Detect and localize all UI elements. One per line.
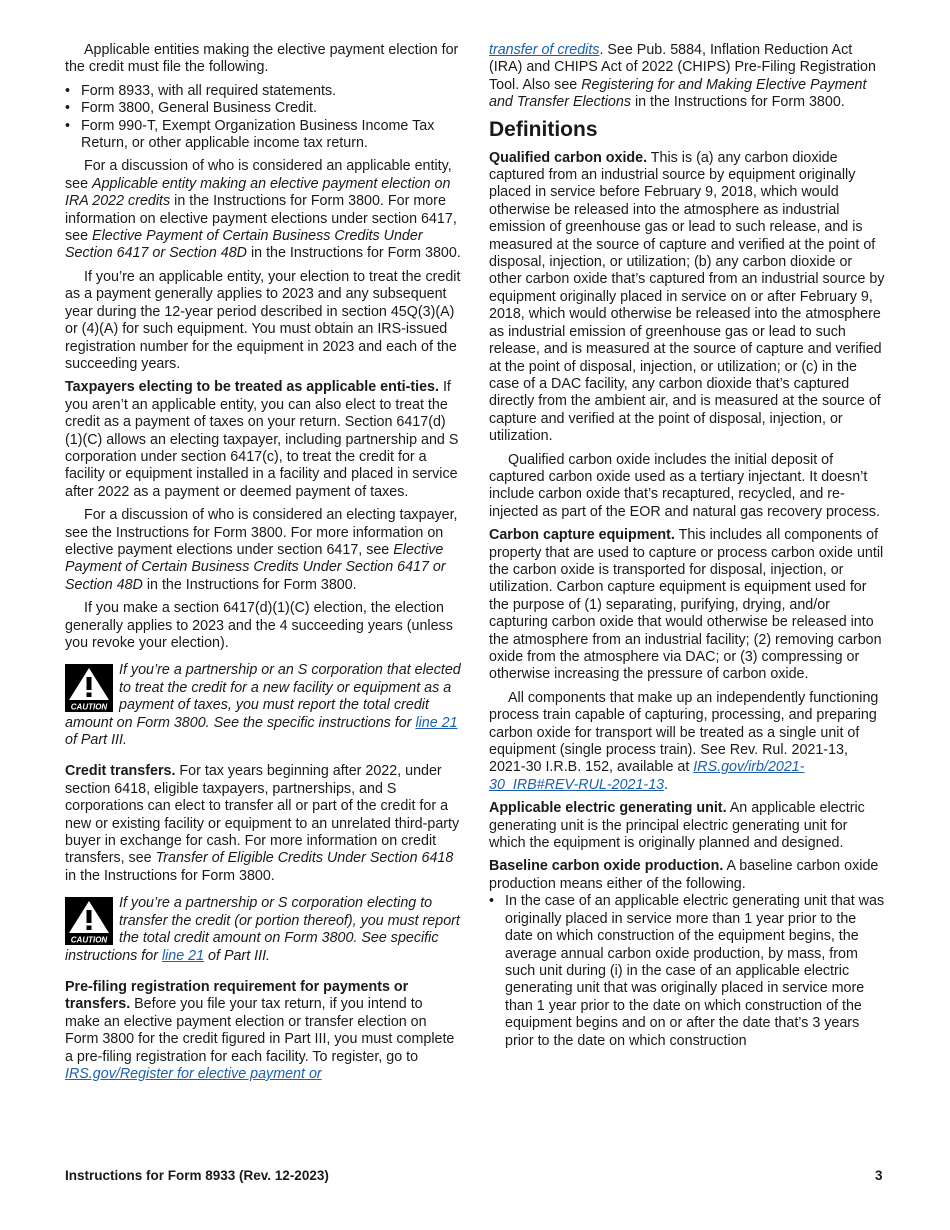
paragraph: Baseline carbon oxide production. A baseline carbon oxide production means either of the following.	[489, 858, 879, 892]
paragraph: Carbon capture equipment. This includes all components of property that are used to capture or process carbon oxide until the carbon oxide is transported for disposal, injection, or utilization. Carbon capture equipment is equipment used for the purpose of (1) separating, purifying, drying, and/or capturing carbon oxide that would otherwise be released into the atmosphere from an industrial facility; (2) removing carbon oxide from the atmosphere via DAC; or (3) compressing or otherwise increasing the pressure of carbon oxide.	[489, 527, 884, 683]
paragraph: For a discussion of who is considered an electing taxpayer, see the Instructions for Form 3800. For more information on elective payment elections under section 6417, see Elective Payment of Certain Business Credits Under Section 6417 or Section 48D in the Instructions for Form 3800.	[65, 507, 458, 593]
paragraph: Applicable electric generating unit. An applicable electric generating unit is the principal electric generating unit for which the equipment is originally planned and designed.	[489, 800, 865, 852]
rev-rul-link[interactable]: IRS.gov/irb/2021-30_IRB#REV-RUL-2021-13	[489, 759, 805, 793]
left-column	[65, 42, 461, 1089]
caution-icon	[65, 664, 113, 712]
paragraph: Qualified carbon oxide. This is (a) any carbon dioxide captured from an industrial source by equipment originally placed in service before February 9, 2018, which would otherwise be released into the atmosphere as industrial emission of greenhouse gas or lead to such release, and is measured at the source of capture and verified at the point of disposal, injection, or utilization; (b) any carbon dioxide or other carbon oxide that’s captured from an industrial source by equipment originally placed in service on or after February 9, 2018, which would otherwise be released into the atmosphere as industrial emission of greenhouse gas or lead to such release, and is measured at the source of capture and verified at the point of disposal, injection, or utilization; or (c) in the case of a DAC facility, any carbon dioxide that’s captured directly from the ambient air, and is measured at the source of capture and verified at the point of disposal, injection, or utilization.	[489, 149, 885, 445]
paragraph: If you make a section 6417(d)(1)(C) election, the election generally applies to 2023 and the 4 succeeding years (unless you revoke your election).	[65, 600, 453, 651]
bullet-list	[65, 83, 461, 153]
paragraph: If you’re an applicable entity, your election to treat the credit as a payment generally applies to 2023 and any subsequent year during the 12-year period described in section 45Q(3)(A) or (4)(A) for such equipment. You must obtain an IRS-issued registration number for the equipment in 2023 and each of the succeeding years.	[65, 268, 461, 372]
paragraph: transfer of credits. See Pub. 5884, Inflation Reduction Act (IRA) and CHIPS Act of 2022 (CHIPS) Pre-Filing Registration Tool. Also see Registering for and Making Elective Payment and Transfer Elections in the Instructions for Form 3800.	[489, 42, 876, 111]
caution-note: CAUTION If you’re a partnership or S corporation electing to transfer the credit (or portion thereof), you must report the total credit amount on Form 3800. See specific instructions for line 21 of Part III.	[65, 895, 460, 964]
paragraph: All components that make up an independently functioning process train capable of capturing, processing, and preparing carbon oxide for transport will be treated as a single unit of equipment (single process train). See Rev. Rul. 2021-13, 2021-30 I.R.B. 152, available at IRS.gov/irb/2021-30_IRB#REV-RUL-2021-13.	[489, 689, 879, 793]
bullet-list	[489, 893, 885, 1050]
list-item: • Form 3800, General Business Credit.	[65, 100, 461, 117]
run-in-heading: Taxpayers electing to be treated as applicable enti-ties.	[65, 379, 439, 396]
run-in-heading: Pre-filing registration requirement for payments or transfers.	[65, 978, 409, 1013]
run-in-heading: Baseline carbon oxide production.	[489, 858, 724, 875]
line-21-link[interactable]: line 21	[415, 714, 458, 731]
caution-note: CAUTION If you’re a partnership or an S corporation that elected to treat the credit for a new facility or equipment as a payment of taxes, you must report the total credit amount on Form 3800. See the specific instructions for line 21 of Part III.	[65, 662, 461, 749]
paragraph: Taxpayers electing to be treated as applicable enti-ties. If you aren’t an applicable entity, you can also elect to treat the credit as a payment of taxes on your return. Section 6417(d)(1)(C) allows an electing taxpayer, including partnership and S corporation under section 6417(c), to treat the credit for a facility or equipment installed in a facility and placed in service after 2022 as a payment or deemed payment of taxes.	[65, 379, 459, 500]
caution-icon	[65, 897, 113, 945]
paragraph: Credit transfers. For tax years beginning after 2022, under section 6418, eligible taxpayers, partnerships, and S corporations can elect to transfer all or part of the credit for a new or existing facility or equipment to an unrelated third-party buyer in exchange for cash. For more information on credit transfers, see Transfer of Eligible Credits Under Section 6418 in the Instructions for Form 3800.	[65, 763, 460, 884]
svg-text:CAUTION: CAUTION	[70, 935, 108, 945]
paragraph: Applicable entities making the elective payment election for the credit must file the following.	[65, 42, 459, 76]
list-item: • Form 990-T, Exempt Organization Business Income Tax Return, or other applicable income tax return.	[65, 118, 461, 153]
run-in-heading: Credit transfers.	[65, 763, 176, 780]
section-heading: Definitions	[489, 117, 598, 141]
svg-text:CAUTION: CAUTION	[70, 702, 108, 712]
run-in-heading: Qualified carbon oxide.	[489, 149, 648, 166]
transfer-of-credits-link[interactable]: transfer of credits	[489, 42, 600, 58]
run-in-heading: Applicable electric generating unit.	[489, 800, 727, 817]
list-item: • Form 8933, with all required statements.	[65, 83, 461, 100]
paragraph: Qualified carbon oxide includes the initial deposit of captured carbon oxide used as a tertiary injectant. It doesn’t include carbon oxide that’s recaptured, recycled, and re-injected as part of the EOR and natural gas recovery process.	[489, 451, 880, 520]
paragraph: Pre-filing registration requirement for payments or transfers. Before you file your tax return, if you intend to make an elective payment election or transfer election on Form 3800 for the credit figured in Part III, you must complete a pre-filing registration for each facility. To register, go to IRS.gov/Register for elective payment or	[65, 978, 455, 1082]
paragraph: For a discussion of who is considered an applicable entity, see Applicable entity making an elective payment election on IRA 2022 credits in the Instructions for Form 3800. For more information on elective payment elections under section 6417, see Elective Payment of Certain Business Credits Under Section 6417 or Section 48D in the Instructions for Form 3800.	[65, 158, 461, 262]
list-item: • In the case of an applicable electric generating unit that was originally placed in service more than 1 year prior to the date on which construction of the equipment begins, the average annual carbon oxide production, by mass, from such unit during (i) in the case of an applicable electric generating unit that was originally placed in service more than 1 year prior to the date on which construction of the equipment begins and on or after the date that’s 3 years prior to the date on which construction	[489, 893, 885, 1050]
run-in-heading: Carbon capture equipment.	[489, 527, 675, 544]
line-21-link[interactable]: line 21	[161, 947, 205, 964]
footer-form-title: Instructions for Form 8933 (Rev. 12-2023)	[65, 1168, 329, 1183]
register-link[interactable]: IRS.gov/Register for elective payment or	[65, 1065, 322, 1082]
right-column	[489, 42, 885, 1050]
page-number: 3	[875, 1168, 883, 1183]
